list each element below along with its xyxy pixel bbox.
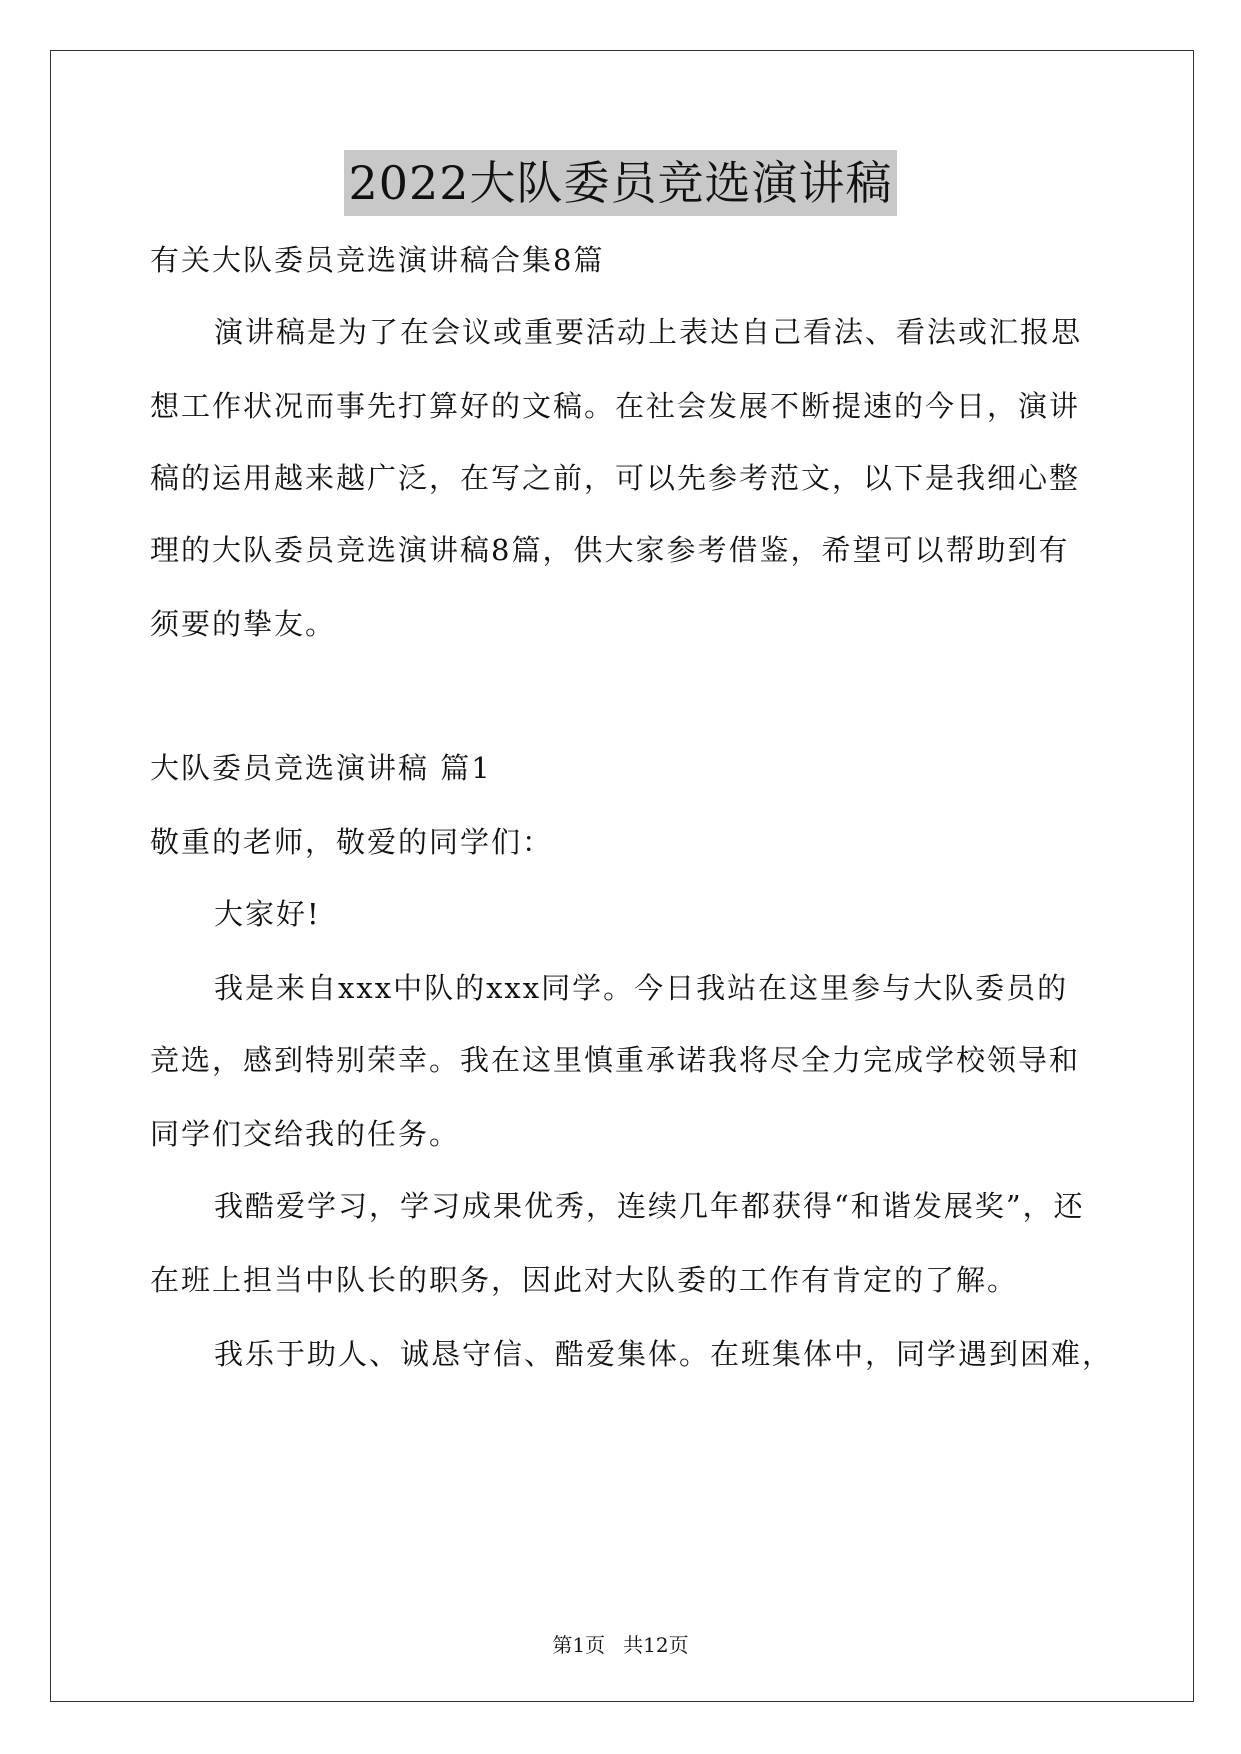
- body-line: 演讲稿是为了在会议或重要活动上表达自己看法、看法或汇报思: [214, 315, 1083, 349]
- body-line: 我酷爱学习，学习成果优秀，连续几年都获得“和谐发展奖”，还: [214, 1189, 1085, 1223]
- body-line: 须要的挚友。: [150, 607, 337, 641]
- body-line: 竞选，感到特别荣幸。我在这里慎重承诺我将尽全力完成学校领导和: [150, 1043, 1081, 1077]
- greeting-line: 大家好!: [214, 897, 321, 931]
- page-border: [50, 50, 1194, 1702]
- title-container: [0, 150, 1241, 216]
- salutation-line: 敬重的老师，敬爱的同学们：: [150, 825, 554, 859]
- document-title: 2022大队委员竞选演讲稿: [344, 150, 896, 216]
- page-number: 第1页: [552, 1633, 606, 1657]
- body-line: 我乐于助人、诚恳守信、酷爱集体。在班集体中，同学遇到困难，: [214, 1337, 1114, 1371]
- body-line: 理的大队委员竞选演讲稿8篇，供大家参考借鉴，希望可以帮助到有: [150, 533, 1070, 567]
- body-line: 在班上担当中队长的职务，因此对大队委的工作有肯定的了解。: [150, 1263, 1019, 1297]
- body-line: 稿的运用越来越广泛，在写之前，可以先参考范文，以下是我细心整: [150, 461, 1081, 495]
- body-line: 我是来自xxx中队的xxx同学。今日我站在这里参与大队委员的: [214, 971, 1069, 1005]
- body-line: 想工作状况而事先打算好的文稿。在社会发展不断提速的今日，演讲: [150, 389, 1081, 423]
- subtitle-line: 有关大队委员竞选演讲稿合集8篇: [150, 243, 605, 277]
- body-line: 同学们交给我的任务。: [150, 1117, 461, 1151]
- page-footer: [0, 1632, 1241, 1658]
- section-heading: 大队委员竞选演讲稿 篇1: [150, 751, 492, 785]
- page-total: 共12页: [623, 1633, 689, 1657]
